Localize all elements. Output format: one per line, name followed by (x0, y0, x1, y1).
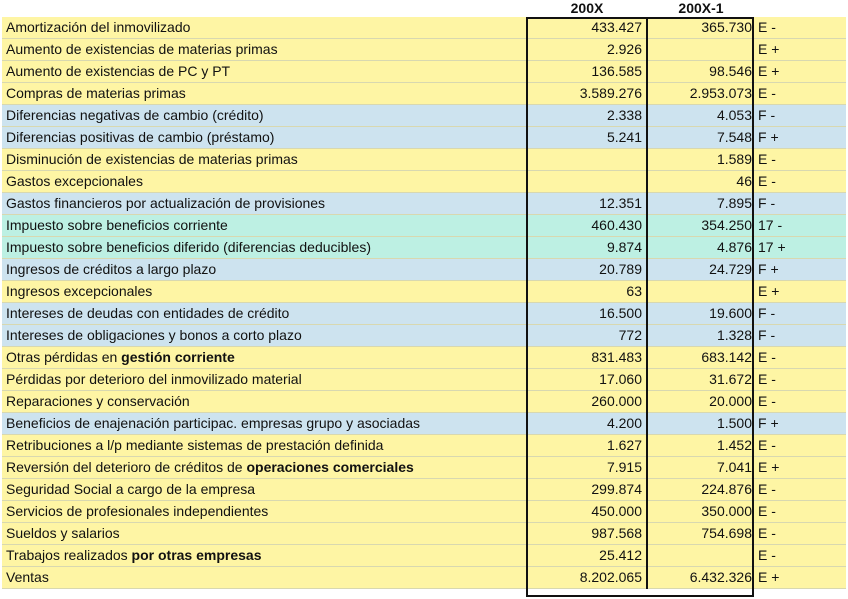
flag-cell[interactable]: E - (758, 547, 776, 563)
header-200x-1: 200X-1 (678, 0, 724, 16)
concept-cell[interactable] (6, 457, 524, 478)
table-row (2, 259, 846, 281)
concept-cell[interactable] (6, 193, 524, 214)
flag-cell[interactable]: 17 + (758, 239, 786, 255)
concept-cell[interactable] (6, 391, 524, 412)
table-row (2, 457, 846, 479)
value-200x-cell[interactable]: 2.338 (606, 107, 642, 123)
concept-text: Otras pérdidas en (6, 349, 122, 365)
concept-text: Disminución de existencias de materias primas (6, 151, 298, 167)
concept-cell[interactable] (6, 105, 524, 126)
concept-text: Diferencias positivas de cambio (préstamo) (6, 129, 275, 145)
flag-cell[interactable]: E - (758, 151, 776, 167)
concept-cell[interactable] (6, 303, 524, 324)
value-200x-1-cell[interactable]: 224.876 (701, 481, 752, 497)
concept-text: Retribuciones a l/p mediante sistemas de prestación definida (6, 437, 384, 453)
value-200x-1-cell[interactable] (648, 39, 752, 60)
flag-cell[interactable]: F + (758, 261, 779, 277)
flag-cell[interactable]: E - (758, 393, 776, 409)
value-200x-cell[interactable]: 136.585 (591, 63, 642, 79)
concept-text: Intereses de deudas con entidades de crédito (6, 305, 290, 321)
value-200x-1-cell[interactable]: 1.452 (716, 437, 752, 453)
spreadsheet-table (2, 0, 846, 589)
table-row (2, 127, 846, 149)
concept-text: Seguridad Social a cargo de la empresa (6, 481, 256, 497)
value-200x-cell[interactable]: 16.500 (599, 305, 642, 321)
concept-text: Compras de materias primas (6, 85, 186, 101)
concept-cell[interactable] (6, 83, 524, 104)
flag-cell[interactable]: F - (758, 107, 776, 123)
concept-text: Impuesto sobre beneficios corriente (6, 217, 228, 233)
value-200x-1-cell[interactable]: 24.729 (709, 261, 752, 277)
value-200x-cell[interactable]: 63 (626, 283, 642, 299)
value-200x-1-cell[interactable]: 2.953.073 (689, 85, 752, 101)
table-row (2, 523, 846, 545)
flag-cell[interactable]: E - (758, 173, 776, 189)
concept-text: Gastos financieros por actualización de provisiones (6, 195, 326, 211)
value-200x-cell[interactable]: 17.060 (599, 371, 642, 387)
flag-cell[interactable]: E - (758, 371, 776, 387)
value-200x-1-cell[interactable] (648, 545, 752, 566)
value-200x-cell[interactable]: 987.568 (591, 525, 642, 541)
concept-bold-text: gestión corriente (121, 349, 235, 365)
value-200x-cell[interactable]: 12.351 (599, 195, 642, 211)
concept-cell[interactable] (6, 413, 524, 434)
value-200x-cell[interactable]: 4.200 (606, 415, 642, 431)
value-200x-1-cell[interactable]: 683.142 (701, 349, 752, 365)
table-row (2, 369, 846, 391)
concept-cell[interactable] (6, 149, 524, 170)
value-200x-cell[interactable]: 450.000 (591, 503, 642, 519)
header-row (2, 0, 846, 17)
value-200x-cell[interactable]: 260.000 (591, 393, 642, 409)
flag-cell[interactable]: E + (758, 283, 780, 299)
concept-text: Ingresos excepcionales (6, 283, 153, 299)
value-200x-1-cell[interactable]: 1.328 (716, 327, 752, 343)
concept-cell[interactable] (6, 369, 524, 390)
table-row (2, 61, 846, 83)
value-200x-1-cell[interactable]: 31.672 (709, 371, 752, 387)
value-200x-1-cell[interactable]: 754.698 (701, 525, 752, 541)
table-row (2, 237, 846, 259)
value-200x-cell[interactable]: 20.789 (599, 261, 642, 277)
table-row (2, 39, 846, 61)
concept-text: Intereses de obligaciones y bonos a corto plazo (6, 327, 302, 343)
flag-cell[interactable]: F + (758, 415, 779, 431)
concept-cell[interactable] (6, 237, 524, 258)
table-row (2, 281, 846, 303)
value-200x-cell[interactable]: 772 (618, 327, 642, 343)
flag-cell[interactable]: E - (758, 481, 776, 497)
concept-text: Beneficios de enajenación participac. empresas grupo y asociadas (6, 415, 421, 431)
table-row (2, 215, 846, 237)
table-row (2, 391, 846, 413)
concept-text: Gastos excepcionales (6, 173, 143, 189)
concept-text: Pérdidas por deterioro del inmovilizado material (6, 371, 302, 387)
table-row (2, 479, 846, 501)
value-200x-1-cell[interactable]: 365.730 (701, 19, 752, 35)
value-200x-1-cell[interactable]: 4.053 (716, 107, 752, 123)
flag-cell[interactable]: E - (758, 503, 776, 519)
table-row (2, 105, 846, 127)
flag-cell[interactable]: F - (758, 327, 776, 343)
table-row (2, 501, 846, 523)
table-row (2, 347, 846, 369)
value-200x-1-cell[interactable]: 7.895 (716, 195, 752, 211)
table-row (2, 435, 846, 457)
value-200x-1-cell[interactable]: 46 (736, 173, 752, 189)
concept-cell[interactable] (6, 325, 524, 346)
concept-text: Impuesto sobre beneficios diferido (diferencias deducibles) (6, 239, 371, 255)
flag-cell[interactable]: E - (758, 85, 776, 101)
concept-cell[interactable] (6, 435, 524, 456)
flag-cell[interactable]: E - (758, 19, 776, 35)
flag-cell[interactable]: E + (758, 459, 780, 475)
value-200x-1-cell[interactable]: 1.500 (716, 415, 752, 431)
flag-cell[interactable]: E - (758, 437, 776, 453)
value-200x-1-cell[interactable] (648, 281, 752, 302)
value-200x-1-cell[interactable]: 98.546 (709, 63, 752, 79)
concept-text: Aumento de existencias de PC y PT (6, 63, 231, 79)
concept-text: Servicios de profesionales independientes (6, 503, 269, 519)
concept-cell[interactable] (6, 501, 524, 522)
table-row (2, 83, 846, 105)
concept-cell[interactable] (6, 281, 524, 302)
column-divider (646, 17, 648, 589)
header-200x: 200X (570, 0, 604, 16)
concept-cell[interactable] (6, 479, 524, 500)
concept-cell[interactable] (6, 17, 524, 38)
concept-cell[interactable] (6, 127, 524, 148)
flag-cell[interactable]: F + (758, 129, 779, 145)
table-row (2, 303, 846, 325)
flag-cell[interactable]: E + (758, 41, 780, 57)
table-row (2, 413, 846, 435)
value-200x-cell[interactable]: 460.430 (591, 217, 642, 233)
concept-cell[interactable] (6, 171, 524, 192)
concept-text: Sueldos y salarios (6, 525, 120, 541)
concept-text: Amortización del inmovilizado (6, 19, 191, 35)
concept-cell[interactable] (6, 259, 524, 280)
table-body (2, 17, 846, 589)
table-row (2, 567, 846, 589)
concept-bold-text: operaciones comerciales (246, 459, 414, 475)
flag-cell[interactable]: E - (758, 349, 776, 365)
flag-cell[interactable]: E + (758, 63, 780, 79)
value-200x-cell[interactable]: 7.915 (606, 459, 642, 475)
concept-text: Ventas (6, 569, 49, 585)
flag-cell[interactable]: F - (758, 305, 776, 321)
concept-cell[interactable] (6, 39, 524, 60)
value-200x-cell[interactable] (528, 149, 642, 170)
value-200x-cell[interactable]: 25.412 (599, 547, 642, 563)
value-200x-cell[interactable]: 8.202.065 (579, 569, 642, 585)
value-200x-cell[interactable]: 2.926 (606, 41, 642, 57)
value-200x-cell[interactable]: 9.874 (606, 239, 642, 255)
value-200x-cell[interactable]: 3.589.276 (579, 85, 642, 101)
flag-cell[interactable]: F - (758, 195, 776, 211)
concept-text: Ingresos de créditos a largo plazo (6, 261, 217, 277)
concept-cell[interactable] (6, 61, 524, 82)
value-200x-1-cell[interactable]: 7.548 (716, 129, 752, 145)
value-200x-cell[interactable]: 5.241 (606, 129, 642, 145)
flag-cell[interactable]: E - (758, 525, 776, 541)
value-200x-1-cell[interactable]: 7.041 (716, 459, 752, 475)
value-200x-cell[interactable]: 1.627 (606, 437, 642, 453)
table-row (2, 149, 846, 171)
table-row (2, 545, 846, 567)
flag-column-divider (752, 17, 754, 589)
concept-cell[interactable] (6, 523, 524, 544)
value-200x-cell[interactable]: 831.483 (591, 349, 642, 365)
table-row (2, 17, 846, 39)
value-200x-1-cell[interactable]: 1.589 (716, 151, 752, 167)
concept-text: Reversión del deterioro de créditos de (6, 459, 247, 475)
value-200x-1-cell[interactable]: 354.250 (701, 217, 752, 233)
value-200x-cell[interactable] (528, 171, 642, 192)
concept-cell[interactable] (6, 567, 524, 588)
value-200x-cell[interactable]: 433.427 (591, 19, 642, 35)
value-200x-cell[interactable]: 299.874 (591, 481, 642, 497)
flag-cell[interactable]: 17 - (758, 217, 783, 233)
concept-cell[interactable] (6, 347, 524, 368)
concept-text: Trabajos realizados (6, 547, 132, 563)
flag-cell[interactable]: E + (758, 569, 780, 585)
concept-text: Diferencias negativas de cambio (crédito) (6, 107, 264, 123)
table-row (2, 193, 846, 215)
table-row (2, 325, 846, 347)
table-row (2, 171, 846, 193)
value-200x-1-cell[interactable]: 19.600 (709, 305, 752, 321)
concept-cell[interactable] (6, 545, 524, 566)
value-200x-1-cell[interactable]: 6.432.326 (689, 569, 752, 585)
concept-bold-text: por otras empresas (131, 547, 262, 563)
concept-text: Aumento de existencias de materias primas (6, 41, 278, 57)
value-200x-1-cell[interactable]: 4.876 (716, 239, 752, 255)
value-200x-1-cell[interactable]: 20.000 (709, 393, 752, 409)
value-200x-1-cell[interactable]: 350.000 (701, 503, 752, 519)
concept-text: Reparaciones y conservación (6, 393, 190, 409)
concept-cell[interactable] (6, 215, 524, 236)
